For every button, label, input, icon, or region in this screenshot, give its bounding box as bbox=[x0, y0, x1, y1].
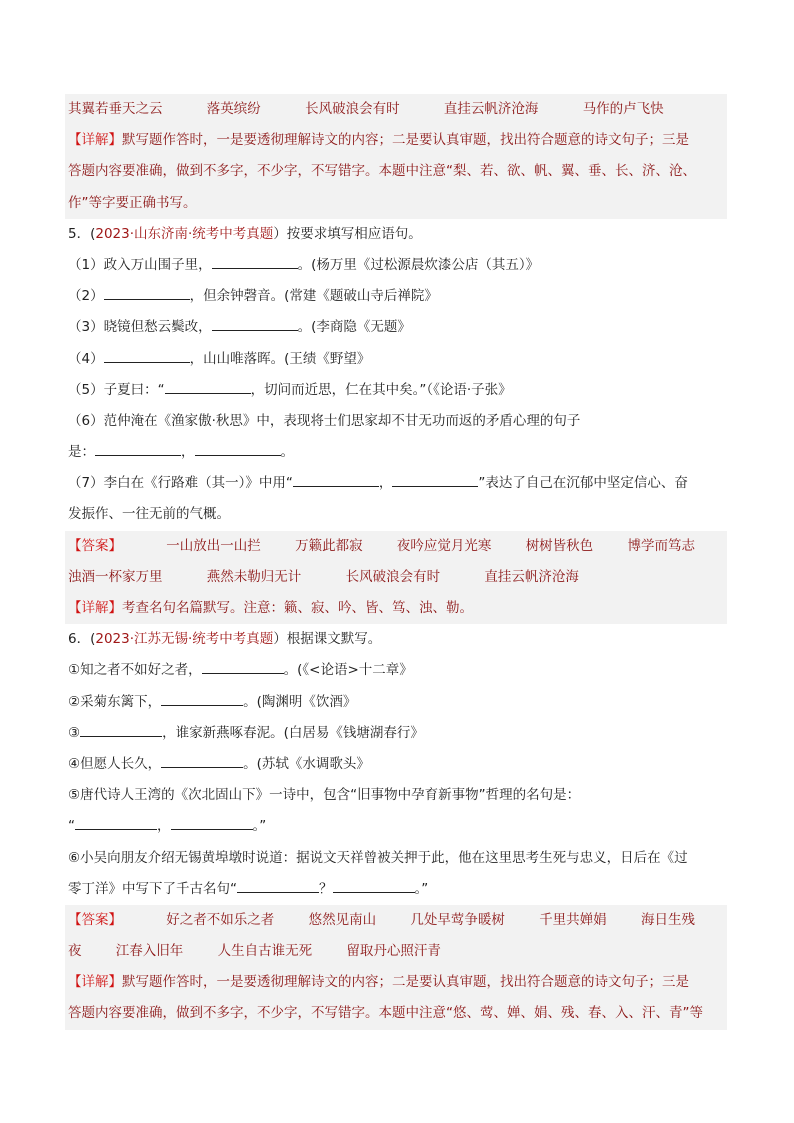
q6-item-6-blanks bbox=[68, 874, 724, 905]
blank bbox=[95, 441, 181, 456]
q5-item bbox=[68, 312, 724, 343]
blank bbox=[104, 348, 190, 363]
answer: 留取丹心照汗青 bbox=[346, 943, 441, 960]
answer: 直挂云帆济沧海 bbox=[484, 568, 579, 585]
q6-item bbox=[68, 749, 724, 780]
answer: 落英缤纷 bbox=[206, 101, 261, 117]
detail-line bbox=[68, 593, 727, 624]
q6-item-5: ⑤唐代诗人王湾的《次北固山下》一诗中，包含“旧事物中孕育新事物”哲理的名句是： bbox=[68, 787, 581, 804]
answer: 浊酒一杯家万里 bbox=[68, 568, 163, 585]
blank bbox=[212, 316, 298, 331]
blank bbox=[165, 379, 251, 394]
blank bbox=[161, 753, 243, 768]
item-text: ③ bbox=[68, 724, 81, 741]
question-stem: ）根据课文默写。 bbox=[273, 631, 382, 648]
item-text: 。(李商隐《无题》 bbox=[297, 319, 411, 336]
q5-item bbox=[68, 375, 724, 406]
item-text: 。 bbox=[280, 444, 294, 461]
answer: 好之者不如乐之者 bbox=[166, 911, 275, 928]
blank bbox=[333, 878, 415, 893]
blank bbox=[75, 815, 157, 830]
item-text: （4） bbox=[68, 350, 104, 367]
answer-line bbox=[68, 936, 727, 967]
item-text: ，但余钟磬音。(常建《题破山寺后禅院》 bbox=[189, 288, 438, 305]
detail-line bbox=[68, 967, 727, 998]
q6-answer-block bbox=[65, 905, 727, 1030]
item-text: （2） bbox=[68, 288, 104, 305]
item-text: 是： bbox=[68, 444, 95, 461]
question-stem: ）按要求填写相应语句。 bbox=[273, 225, 422, 242]
q5-item bbox=[68, 281, 724, 312]
q5-item bbox=[68, 344, 724, 375]
answer: 燕然未勒归无计 bbox=[206, 568, 302, 585]
q5-answer-block bbox=[65, 531, 727, 625]
q6-item bbox=[68, 687, 724, 718]
answer: 几处早莺争暖树 bbox=[410, 911, 505, 928]
answer: 海日生残 bbox=[640, 911, 695, 928]
detail-text: 考查名句名篇默写。注意：籁、寂、吟、皆、笃、浊、勒。 bbox=[122, 600, 473, 616]
document-page bbox=[68, 94, 724, 1030]
question-number: 5．( bbox=[68, 225, 96, 242]
item-text: ， bbox=[157, 818, 171, 835]
item-text: （3）晓镜但愁云鬓改， bbox=[68, 319, 212, 336]
answer: 人生自古谁无死 bbox=[217, 943, 313, 960]
answer: 夜吟应觉月光寒 bbox=[396, 537, 492, 554]
detail-text: 答题内容要准确，做到不多字，不少字，不写错字。本题中注意“悠、莺、婵、娟、残、春、入、汗、青”等 bbox=[68, 1005, 703, 1022]
q5-item-6-blanks bbox=[68, 437, 724, 468]
answer-tag: 【答案】 bbox=[68, 911, 122, 928]
answer: 直挂云帆济沧海 bbox=[443, 101, 539, 117]
answer: 夜 bbox=[68, 943, 82, 960]
item-text: （7）李白在《行路难（其一）》中用“ bbox=[68, 475, 293, 492]
answer: 江春入旧年 bbox=[115, 943, 184, 960]
item-text: ， bbox=[378, 475, 393, 492]
item-text: 。” bbox=[414, 880, 429, 897]
item-text: （1）政入万山围子里， bbox=[68, 256, 212, 273]
detail-line bbox=[68, 125, 727, 156]
item-text: 。(苏轼《水调歌头》 bbox=[243, 755, 370, 772]
q6-item-5-blanks bbox=[68, 811, 724, 842]
item-text: 。(陶渊明《饮酒》 bbox=[243, 693, 357, 710]
item-text: ②采菊东篱下， bbox=[68, 693, 162, 710]
answer: 悠然见南山 bbox=[308, 911, 377, 928]
question-5-header bbox=[68, 219, 724, 250]
item-text: 。” bbox=[252, 818, 267, 835]
item-text: ， bbox=[181, 444, 195, 461]
q5-item bbox=[68, 250, 724, 281]
question-source: 2023·山东济南·统考中考真题 bbox=[95, 225, 274, 242]
q5-item-6: （6）范仲淹在《渔家傲·秋思》中，表现将士们思家却不甘无功而返的矛盾心理的句子 bbox=[68, 412, 581, 429]
detail-text: 答题内容要准确，做到不多字，不少字，不写错字。本题中注意“梨、若、欲、帆、翼、垂、长、济、沧、 bbox=[68, 163, 696, 180]
answer-line bbox=[68, 562, 727, 593]
q5-item-7-cont: 发振作、一往无前的气概。 bbox=[68, 506, 230, 523]
detail-text: 作”等字要正确书写。 bbox=[68, 194, 197, 211]
item-text: ，谁家新燕啄春泥。(白居易《钱塘湖春行》 bbox=[162, 724, 424, 741]
item-text: “ bbox=[68, 818, 75, 835]
detail-tag: 【详解】 bbox=[68, 974, 122, 991]
answer: 树树皆秋色 bbox=[525, 537, 594, 554]
answer: 其翼若垂天之云 bbox=[68, 101, 163, 117]
question-6-header bbox=[68, 624, 724, 655]
detail-text: 默写题作答时，一是要透彻理解诗文的内容；二是要认真审题，找出符合题意的诗文句子；三是 bbox=[122, 132, 689, 149]
blank bbox=[237, 878, 319, 893]
detail-text: 默写题作答时，一是要透彻理解诗文的内容；二是要认真审题，找出符合题意的诗文句子；三是 bbox=[122, 974, 689, 991]
item-text: 。(杨万里《过松源晨炊漆公店（其五）》 bbox=[297, 256, 540, 273]
item-text: 。(《<论语>十二章》 bbox=[283, 662, 413, 679]
item-text: ，切问而近思，仁在其中矣。”（《论语·子张》 bbox=[250, 381, 512, 398]
previous-answer-block bbox=[65, 94, 727, 219]
answer-line bbox=[68, 905, 727, 936]
question-number: 6．( bbox=[68, 631, 96, 648]
answer: 千里共婵娟 bbox=[539, 911, 607, 928]
item-text: ？ bbox=[319, 880, 333, 897]
blank bbox=[80, 722, 162, 737]
answer-line bbox=[68, 94, 727, 125]
answer: 长风破浪会有时 bbox=[305, 101, 400, 117]
q6-item bbox=[68, 718, 724, 749]
q6-item-6: ⑥小吴向朋友介绍无锡黄埠墩时说道：据说文天祥曾被关押于此，他在这里思考生死与忠义，日后在《过 bbox=[68, 849, 688, 866]
item-text: ④但愿人长久， bbox=[68, 755, 162, 772]
item-text: （5）子夏曰：“ bbox=[68, 381, 165, 398]
q5-item-7 bbox=[68, 468, 724, 499]
blank bbox=[392, 472, 478, 487]
blank bbox=[104, 285, 190, 300]
blank bbox=[202, 659, 284, 674]
detail-tag: 【详解】 bbox=[68, 600, 122, 616]
answer: 一山放出一山拦 bbox=[166, 537, 261, 554]
blank bbox=[171, 815, 253, 830]
question-source: 2023·江苏无锡·统考中考真题 bbox=[95, 631, 274, 648]
answer-line bbox=[68, 531, 727, 562]
item-text: ，山山唯落晖。(王绩《野望》 bbox=[189, 350, 371, 367]
item-text: 零丁洋》中写下了千古名句“ bbox=[68, 880, 237, 897]
answer: 万籁此都寂 bbox=[295, 537, 363, 554]
answer: 马作的卢飞快 bbox=[582, 101, 664, 117]
blank bbox=[212, 254, 298, 269]
blank bbox=[195, 441, 281, 456]
answer: 博学而笃志 bbox=[627, 537, 695, 554]
answer-tag: 【答案】 bbox=[68, 537, 122, 554]
item-text: ①知之者不如好之者， bbox=[68, 662, 202, 679]
q6-item bbox=[68, 655, 724, 686]
answer: 长风破浪会有时 bbox=[345, 568, 441, 585]
item-text: ”表达了自己在沉郁中坚定信心、奋 bbox=[478, 475, 688, 492]
detail-tag: 【详解】 bbox=[68, 132, 122, 149]
blank bbox=[293, 472, 379, 487]
blank bbox=[161, 691, 243, 706]
